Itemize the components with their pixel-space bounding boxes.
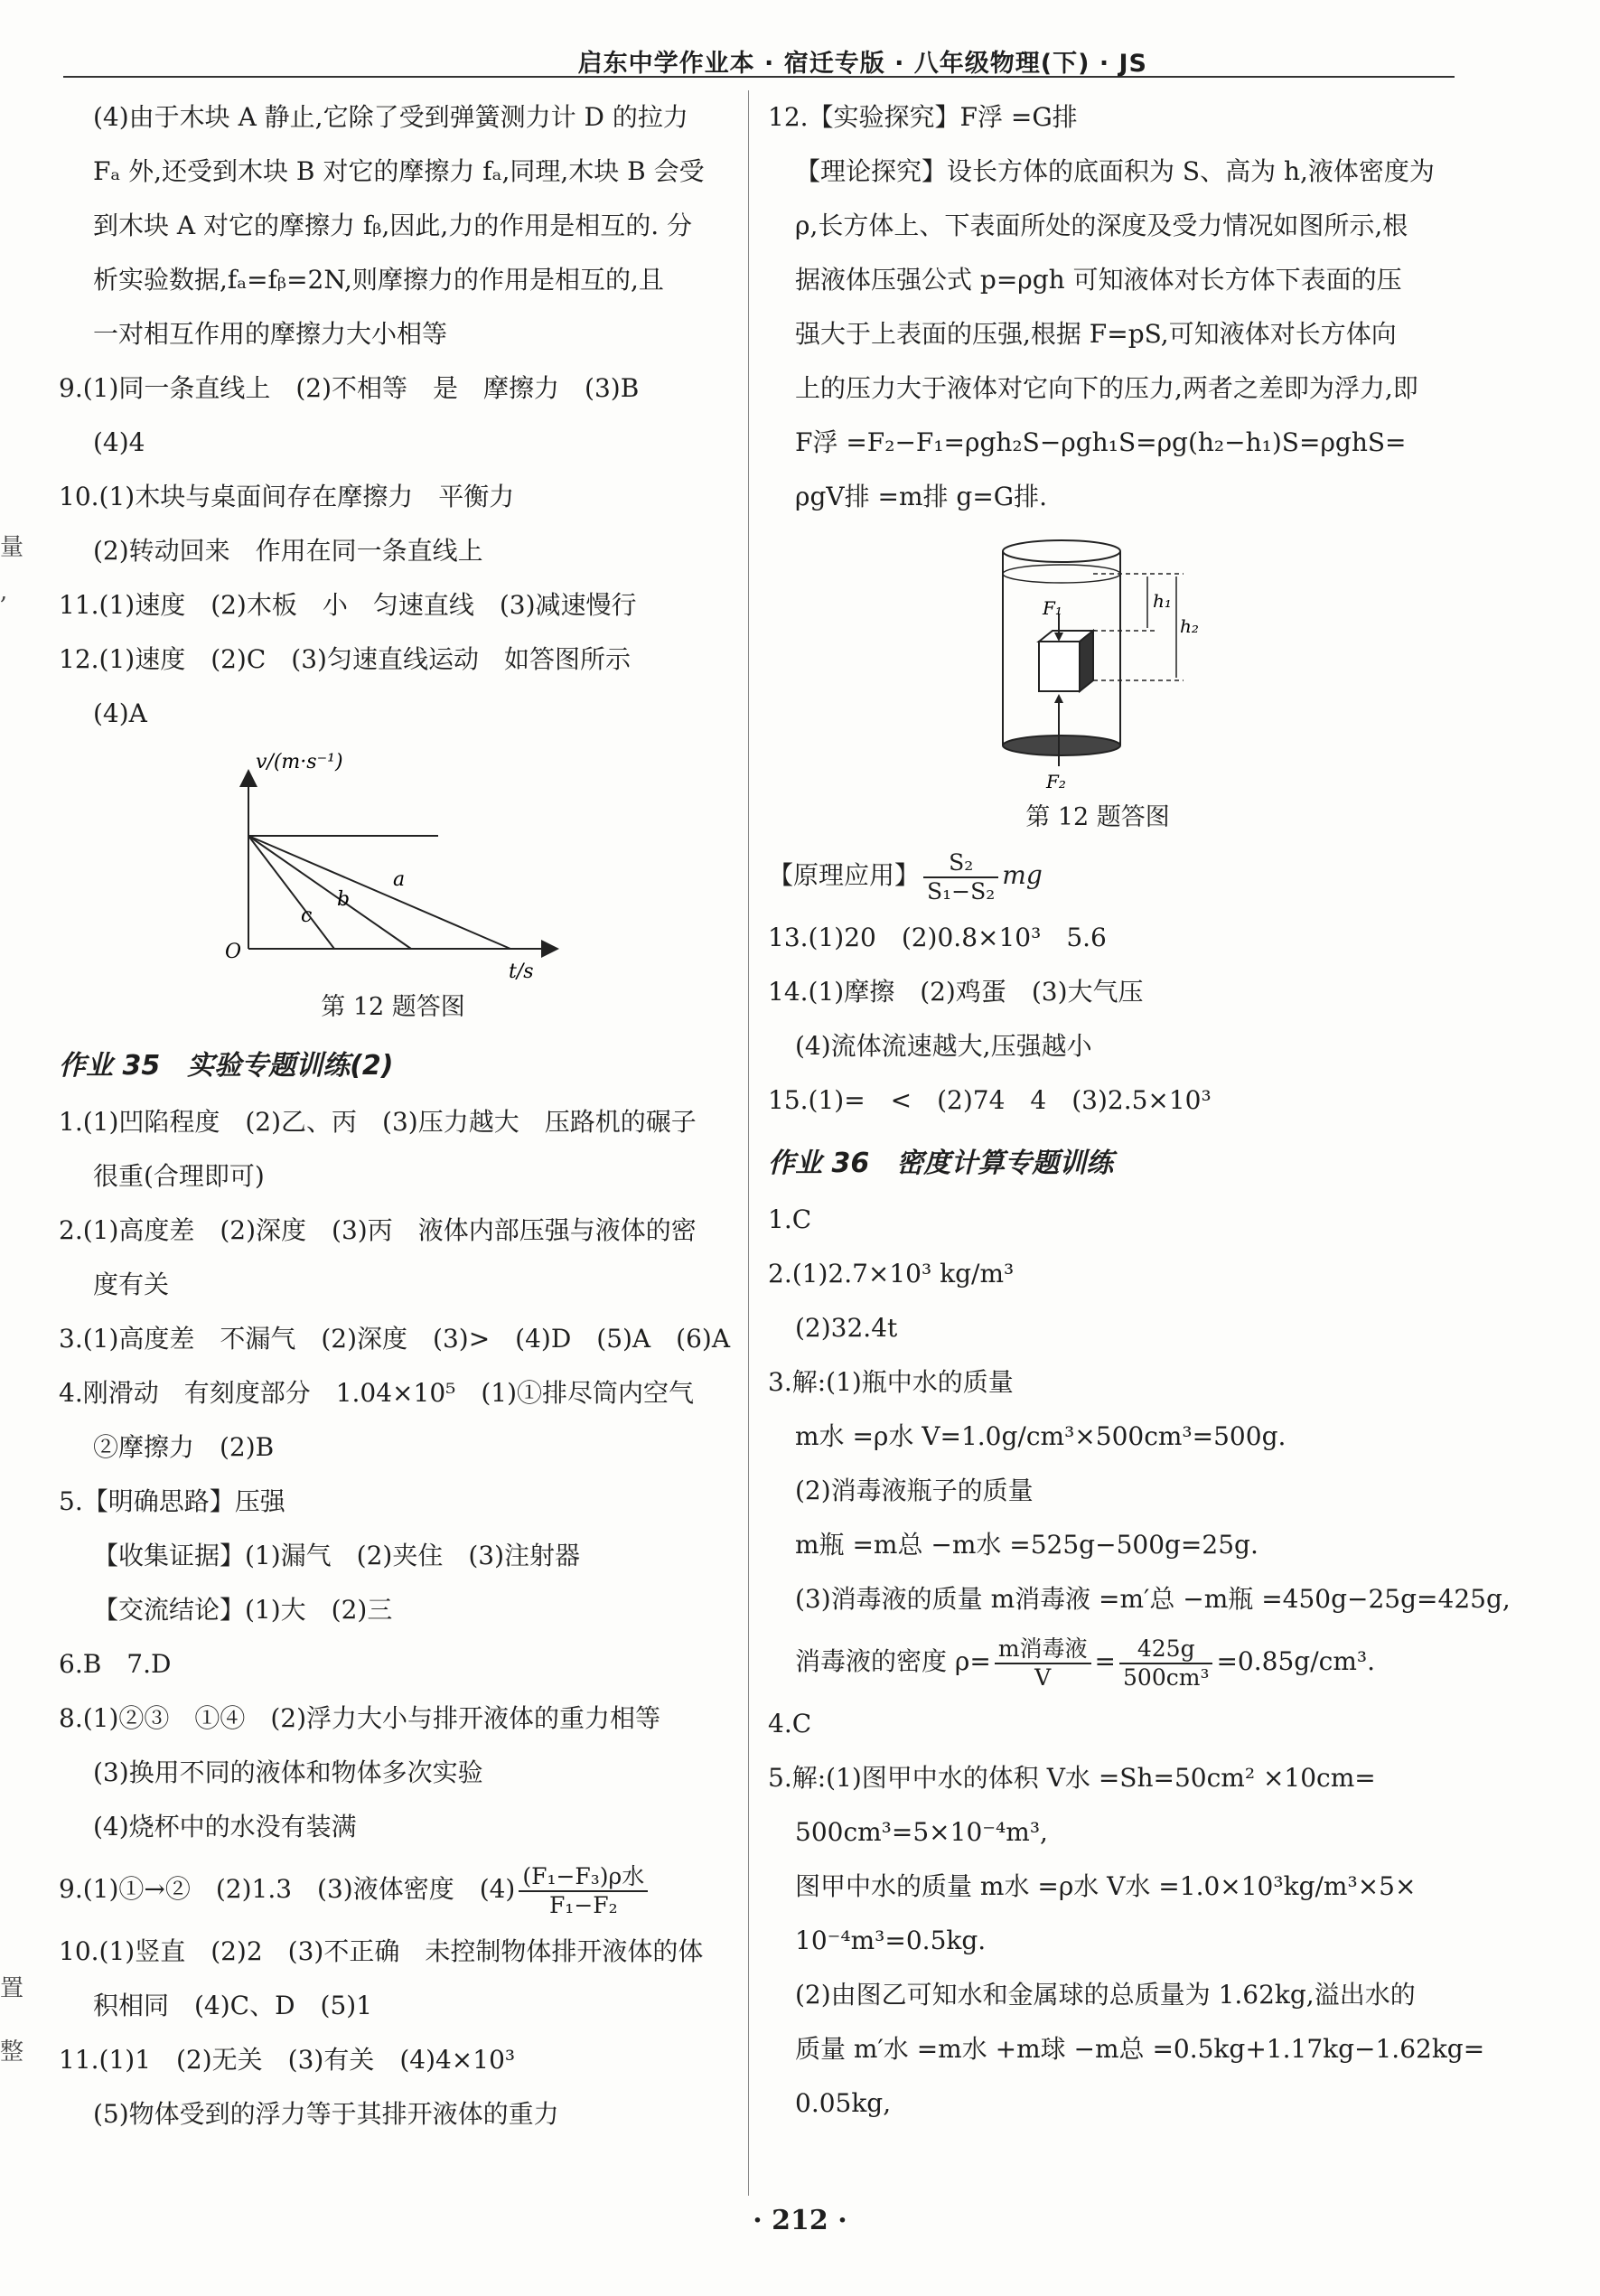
answer-line: 5.解:(1)图甲中水的体积 V水 =Sh=50cm² ×10cm= [768,1763,1376,1793]
header-title: 启东中学作业本 · 宿迁专版 · 八年级物理(下) · JS [577,50,1147,78]
answer-line: (2)由图乙可知水和金属球的总质量为 1.62kg,溢出水的 [795,1980,1416,2010]
answer-line: (2)消毒液瓶子的质量 [795,1476,1034,1505]
answer-line: 积相同 (4)C、D (5)1 [93,1991,373,2020]
answer-line: F浮 =F₂−F₁=ρgh₂S−ρgh₁S=ρg(h₂−h₁)S=ρghS= [795,427,1407,457]
answer-line: 6.B 7.D [59,1649,172,1679]
cylinder-top [1003,540,1120,562]
answer-line: 图甲中水的质量 m水 =ρ水 V水 =1.0×10³kg/m³×5× [795,1871,1417,1901]
answer-line: 析实验数据,fₐ=fᵦ=2N,则摩擦力的作用是相互的,且 [93,265,664,295]
x-label: t/s [509,961,534,983]
line-a [248,836,510,949]
section-title-36: 作业 36 密度计算专题训练 [768,1148,1114,1179]
answer-line: 【交流结论】(1)大 (2)三 [93,1595,393,1625]
answer-line: 8.(1)②③ ①④ (2)浮力大小与排开液体的重力相等 [59,1703,661,1733]
answer-line-q9 [59,1854,745,1925]
fraction-denominator: V [1034,1663,1052,1691]
apply-suffix: mg [1002,860,1043,890]
density-fraction-1 [995,1635,1091,1692]
answer-line: (3)换用不同的液体和物体多次实验 [93,1757,483,1787]
answer-line: 9.(1)同一条直线上 (2)不相等 是 摩擦力 (3)B [59,373,640,403]
answer-line: 10⁻⁴m³=0.5kg. [795,1926,987,1955]
answer-line: 5.【明确思路】压强 [59,1486,285,1516]
figure-caption: 第 12 题答图 [1025,803,1170,831]
answer-line: 上的压力大于液体对它向下的压力,两者之差即为浮力,即 [795,373,1418,403]
column-divider [748,90,749,2196]
vt-graph-svg [212,741,574,985]
answer-line-apply [768,840,1441,911]
label-a: a [393,868,406,891]
line-b [248,836,411,949]
answer-line: 到木块 A 对它的摩擦力 fᵦ,因此,力的作用是相互的. 分 [93,211,693,240]
answer-line: 3.(1)高度差 不漏气 (2)深度 (3)> (4)D (5)A (6)A [59,1324,731,1354]
fraction-denominator: F₁−F₂ [548,1891,618,1918]
answer-line: (4)流体流速越大,压强越小 [795,1031,1092,1061]
answer-line: 12.(1)速度 (2)C (3)匀速直线运动 如答图所示 [59,644,631,674]
f1-label: F₁ [1043,597,1062,619]
q9-fraction [519,1863,648,1919]
answer-line: 【理论探究】设长方体的底面积为 S、高为 h,液体密度为 [795,156,1435,186]
answer-line: m瓶 =m总 −m水 =525g−500g=25g. [795,1530,1258,1560]
answer-line: ②摩擦力 (2)B [93,1432,275,1462]
answer-line: 2.(1)高度差 (2)深度 (3)丙 液体内部压强与液体的密 [59,1215,697,1245]
answer-line: 15.(1)= < (2)74 4 (3)2.5×10³ [768,1085,1212,1115]
answer-line: (4)A [93,698,147,728]
answer-line: 【收集证据】(1)漏气 (2)夹住 (3)注射器 [93,1541,580,1570]
answer-line: (2)转动回来 作用在同一条直线上 [93,536,483,566]
section-title-35: 作业 35 实验专题训练(2) [59,1050,394,1082]
apply-fraction [923,849,998,905]
answer-line: 2.(1)2.7×10³ kg/m³ [768,1259,1015,1289]
fraction-denominator: 500cm³ [1123,1663,1210,1691]
page-header [63,40,1455,78]
answer-line: (5)物体受到的浮力等于其排开液体的重力 [93,2099,559,2129]
fraction-numerator: m消毒液 [995,1635,1091,1664]
margin-mark: 量 [0,534,24,561]
answer-line: Fₐ 外,还受到木块 B 对它的摩擦力 fₐ,同理,木块 B 会受 [93,156,705,186]
fraction-numerator: (F₁−F₃)ρ水 [519,1863,648,1892]
vt-graph [212,741,574,985]
block-side-face [1080,631,1093,691]
apply-prefix: 【原理应用】 [768,860,921,890]
answer-line: 11.(1)1 (2)无关 (3)有关 (4)4×10³ [59,2045,516,2075]
answer-line: 10.(1)木块与桌面间存在摩擦力 平衡力 [59,482,515,511]
answer-line: 0.05kg, [795,2088,892,2118]
answer-line: 3.解:(1)瓶中水的质量 [768,1367,1014,1397]
fraction-numerator: 425g [1119,1635,1212,1664]
f2-arrowhead [1054,694,1063,703]
answer-line: 10.(1)竖直 (2)2 (3)不正确 未控制物体排开液体的体 [59,1936,704,1966]
q9-prefix: 9.(1)①→② (2)1.3 (3)液体密度 (4) [59,1874,516,1904]
answer-line: (4)4 [93,427,145,457]
answer-line: 强大于上表面的压强,根据 F=pS,可知液体对长方体向 [795,319,1397,349]
cylinder-figure-svg [976,524,1211,795]
h1-label: h₁ [1153,590,1172,612]
answer-line: (2)32.4t [795,1313,898,1343]
f2-label: F₂ [1046,771,1066,792]
answer-line: 4.刚滑动 有刻度部分 1.04×10⁵ (1)①排尽筒内空气 [59,1378,695,1408]
answer-line: 质量 m′水 =m水 +m球 −m总 =0.5kg+1.17kg−1.62kg= [795,2034,1485,2064]
margin-mark: 整 [0,2038,24,2066]
answer-line: 4.C [768,1709,812,1738]
answer-line: 很重(合理即可) [93,1161,265,1191]
line-c [248,836,334,949]
answer-line: 13.(1)20 (2)0.8×10³ 5.6 [768,923,1107,952]
label-c: c [301,904,313,927]
answer-line: ρgV排 =m排 g=G排. [795,482,1048,511]
right-column [768,90,1511,2131]
density-prefix: 消毒液的密度 ρ= [795,1646,991,1676]
answer-line: 度有关 [93,1270,170,1299]
answer-line: 一对相互作用的摩擦力大小相等 [93,319,448,349]
answer-line: 11.(1)速度 (2)木板 小 匀速直线 (3)减速慢行 [59,590,637,620]
answer-line: m水 =ρ水 V=1.0g/cm³×500cm³=500g. [795,1421,1287,1451]
cylinder-bottom [1003,736,1120,755]
answer-line: 14.(1)摩擦 (2)鸡蛋 (3)大气压 [768,977,1144,1007]
origin-label: O [225,941,242,963]
answer-line: (3)消毒液的质量 m消毒液 =m′总 −m瓶 =450g−25g=425g, [795,1584,1511,1614]
density-fraction-2 [1119,1635,1212,1692]
fraction-denominator: S₁−S₂ [927,877,996,904]
left-column [59,90,745,2141]
answer-line: 据液体压强公式 p=ρgh 可知液体对长方体下表面的压 [795,265,1402,295]
answer-line: (4)烧杯中的水没有装满 [93,1812,357,1841]
answer-line-density: 消毒液的密度 ρ= $\frac{\text{m消毒液}}{V}$ = $\frac{425g}{\text{500cm³}}$ =0.85g/cm³. [795,1635,1375,1691]
answer-line: ρ,长方体上、下表面所处的深度及受力情况如图所示,根 [795,211,1408,240]
margin-mark: 置 [0,1975,24,2002]
cylinder-figure [976,524,1211,795]
answer-line: (4)由于木块 A 静止,它除了受到弹簧测力计 D 的拉力 [93,102,688,132]
h2-label: h₂ [1180,615,1199,637]
margin-mark: , [0,578,8,605]
figure-caption: 第 12 题答图 [321,993,465,1021]
label-b: b [337,888,351,911]
block-front-face [1039,642,1080,691]
answer-line: 12.【实验探究】F浮 =G排 [768,102,1078,132]
answer-line: 500cm³=5×10⁻⁴m³, [795,1817,1048,1847]
page-number: · 212 · [753,2205,847,2236]
answer-line: 1.C [768,1204,812,1234]
answer-line: 1.(1)凹陷程度 (2)乙、丙 (3)压力越大 压路机的碾子 [59,1107,697,1137]
density-suffix: =0.85g/cm³. [1216,1646,1375,1676]
fraction-numerator: S₂ [923,849,998,878]
y-label: v/(m·s⁻¹) [256,751,343,773]
